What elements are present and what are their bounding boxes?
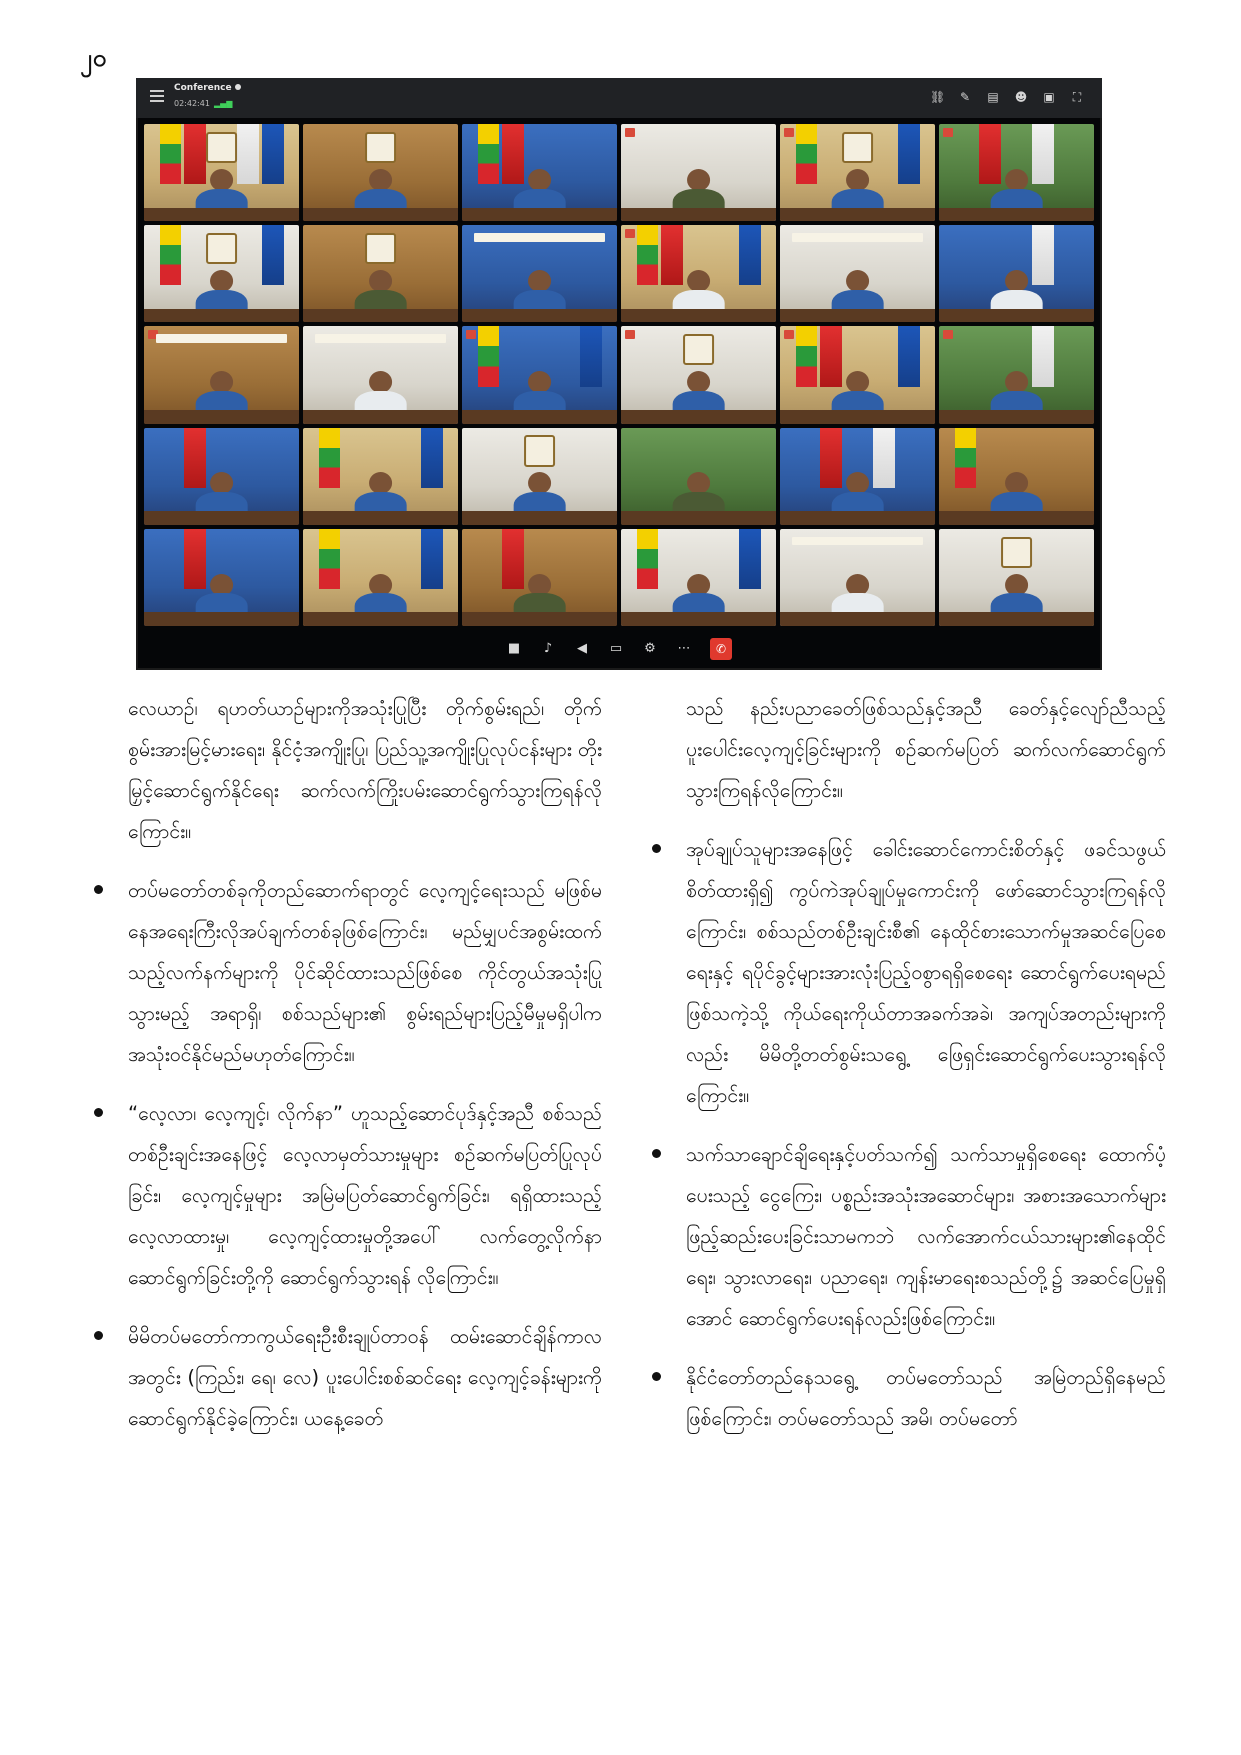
participant-tile[interactable]	[939, 326, 1094, 423]
participant-tile[interactable]	[462, 529, 617, 626]
participant-tile[interactable]	[462, 326, 617, 423]
right-column	[650, 688, 1166, 1439]
bullet-item: အုပ်ချုပ်သူများအနေဖြင့် ခေါင်းဆောင်ကောင်းစိတ်နှင့် ဖခင်သဖွယ်စိတ်ထားရှိ၍ ကွပ်ကဲအုပ်ချုပ်မှုကောင်းကို ဖော်ဆောင်သွားကြရန်လိုကြောင်း၊ စစ်သည်တစ်ဦးချင်းစီ၏ နေထိုင်စားသောက်မှုအဆင်ပြေစေရေးနှင့် ရပိုင်ခွင့်များအားလုံးပြည့်ဝစွာရရှိစေရေး ဆောင်ရွက်ပေးရမည်ဖြစ်သကဲ့သို့ ကိုယ်ရေးကိုယ်တာအခက်အခဲ၊ အကျပ်အတည်းများကိုလည်း မိမိတို့တတ်စွမ်းသရွေ့ ဖြေရှင်းဆောင်ရွက်ပေးသွားရန်လိုကြောင်း။	[650, 829, 1166, 1116]
participant-tile[interactable]	[621, 124, 776, 221]
participant-tile[interactable]	[780, 225, 935, 322]
more-icon[interactable]: ⋯	[677, 641, 691, 656]
bullet-icon	[652, 1149, 661, 1158]
right-continuation: သည် နည်းပညာခေတ်ဖြစ်သည်နှင့်အညီ ခေတ်နှင့်လျော်ညီသည့် ပူးပေါင်းလေ့ကျင့်ခြင်းများကို စဉ်ဆက်မပြတ် ဆက်လက်ဆောင်ရွက်သွားကြရန်လိုကြောင်း။	[686, 697, 1166, 802]
participant-tile[interactable]	[303, 428, 458, 525]
screen-share-icon[interactable]: ▭	[609, 641, 623, 656]
record-icon[interactable]: ▣	[1043, 90, 1055, 104]
bullet-item: သက်သာချောင်ချိရေးနှင့်ပတ်သက်၍ သက်သာမှုရှိစေရေး ထောက်ပံ့ပေးသည့် ငွေကြေး၊ ပစ္စည်းအသုံးအဆောင်များ၊ အစားအသောက်များ ဖြည့်ဆည်းပေးခြင်းသာမကဘဲ လက်အောက်ငယ်သားများ၏နေထိုင်ရေး၊ သွားလာရေး၊ ပညာရေး၊ ကျန်းမာရေးစသည်တို့၌ အဆင်ပြေမှုရှိအောင် ဆောင်ရွက်ပေးရန်လည်းဖြစ်ကြောင်း။	[650, 1134, 1166, 1339]
end-call-icon[interactable]: ✆	[710, 638, 732, 660]
bullet-item: တပ်မတော်တစ်ခုကိုတည်ဆောက်ရာတွင် လေ့ကျင့်ရေးသည် မဖြစ်မနေအရေးကြီးလိုအပ်ချက်တစ်ခုဖြစ်ကြောင်း၊ မည်မျှပင်အစွမ်းထက်သည့်လက်နက်များကို ပိုင်ဆိုင်ထားသည်ဖြစ်စေ ကိုင်တွယ်အသုံးပြုသွားမည့် အရာရှိ၊ စစ်သည်များ၏ စွမ်းရည်များပြည့်မီမှုမရှိပါက အသုံးဝင်နိုင်မည်မဟုတ်ကြောင်း။	[92, 870, 602, 1075]
participant-tile[interactable]	[462, 124, 617, 221]
participant-tile[interactable]	[780, 326, 935, 423]
participant-grid	[144, 124, 1094, 626]
participant-tile[interactable]	[462, 428, 617, 525]
bullet-item: “လေ့လာ၊ လေ့ကျင့်၊ လိုက်နာ” ဟူသည့်ဆောင်ပုဒ်နှင့်အညီ စစ်သည်တစ်ဦးချင်းအနေဖြင့် လေ့လာမှတ်သားမှုများ စဉ်ဆက်မပြတ်ပြုလုပ်ခြင်း၊ လေ့ကျင့်မှုများ အမြဲမပြတ်ဆောင်ရွက်ခြင်း၊ ရရှိထားသည့်လေ့လာထားမှု၊ လေ့ကျင့်ထားမှုတို့အပေါ် လက်တွေ့လိုက်နာဆောင်ရွက်ခြင်းတို့ကို ဆောင်ရွက်သွားရန် လိုကြောင်း။	[92, 1093, 602, 1298]
participant-tile[interactable]	[780, 428, 935, 525]
participant-tile[interactable]	[144, 124, 299, 221]
conference-top-bar	[136, 78, 1102, 118]
participant-tile[interactable]	[144, 428, 299, 525]
participant-tile[interactable]	[303, 326, 458, 423]
bullet-item: မိမိတပ်မတော်ကာကွယ်ရေးဦးစီးချုပ်တာဝန် ထမ်းဆောင်ချိန်ကာလအတွင်း (ကြည်း၊ ရေ၊ လေ) ပူးပေါင်းစစ်ဆင်ရေး လေ့ကျင့်ခန်းများကို ဆောင်ရွက်နိုင်ခဲ့ကြောင်း၊ ယနေ့ခေတ်	[92, 1316, 602, 1439]
participant-tile[interactable]	[780, 124, 935, 221]
bullet-item: နိုင်ငံတော်တည်နေသရွေ့ တပ်မတော်သည် အမြဲတည်ရှိနေမည်ဖြစ်ကြောင်း၊ တပ်မတော်သည် အမိ၊ တပ်မတော်	[650, 1357, 1166, 1439]
participants-icon[interactable]: ☻	[1014, 90, 1028, 104]
bullet-icon	[94, 885, 103, 894]
left-continuation: လေယာဉ်၊ ရဟတ်ယာဉ်များကိုအသုံးပြုပြီး တိုက်စွမ်းရည်၊ တိုက်စွမ်းအားမြင့်မားရေး၊ နိုင်ငံ့အကျိုးပြု၊ ပြည်သူ့အကျိုးပြုလုပ်ငန်းများ တိုးမြှင့်ဆောင်ရွက်နိုင်ရေး ဆက်လက်ကြိုးပမ်းဆောင်ရွက်သွားကြရန်လိုကြောင်း။	[128, 697, 602, 843]
bullet-icon	[94, 1108, 103, 1117]
camera-icon[interactable]: ■	[507, 641, 521, 656]
participant-tile[interactable]	[621, 225, 776, 322]
conference-controls	[136, 628, 1102, 670]
participant-tile[interactable]	[939, 529, 1094, 626]
speaker-icon[interactable]: ◀	[577, 641, 587, 656]
participant-tile[interactable]	[939, 428, 1094, 525]
participant-tile[interactable]	[303, 529, 458, 626]
bullet-icon	[652, 844, 661, 853]
participant-tile[interactable]	[144, 225, 299, 322]
participant-tile[interactable]	[621, 428, 776, 525]
participant-tile[interactable]	[939, 225, 1094, 322]
participant-tile[interactable]	[939, 124, 1094, 221]
microphone-icon[interactable]: ♪	[543, 641, 553, 656]
participant-tile[interactable]	[144, 529, 299, 626]
conference-title: Conference	[174, 83, 241, 93]
link-icon[interactable]: ⛓	[930, 90, 946, 104]
conference-screenshot	[136, 78, 1102, 670]
fullscreen-icon[interactable]: ⛶	[1072, 90, 1082, 104]
participant-tile[interactable]	[621, 326, 776, 423]
conference-top-icons	[930, 90, 1084, 104]
participant-tile[interactable]	[303, 124, 458, 221]
pin-icon[interactable]: ✎	[959, 90, 971, 104]
conference-timer: 02:42:41 ▂▄▆	[174, 99, 233, 108]
participant-tile[interactable]	[144, 326, 299, 423]
settings-icon[interactable]: ⚙	[644, 641, 656, 656]
chat-icon[interactable]: ▤	[987, 90, 999, 104]
bullet-icon	[94, 1331, 103, 1340]
signal-bars-icon: ▂▄▆	[213, 99, 233, 108]
page-number: ၂၀	[80, 44, 108, 72]
participant-tile[interactable]	[303, 225, 458, 322]
participant-tile[interactable]	[780, 529, 935, 626]
left-column	[92, 688, 602, 1439]
bullet-icon	[652, 1372, 661, 1381]
menu-icon[interactable]	[150, 90, 164, 102]
participant-tile[interactable]	[462, 225, 617, 322]
participant-tile[interactable]	[621, 529, 776, 626]
